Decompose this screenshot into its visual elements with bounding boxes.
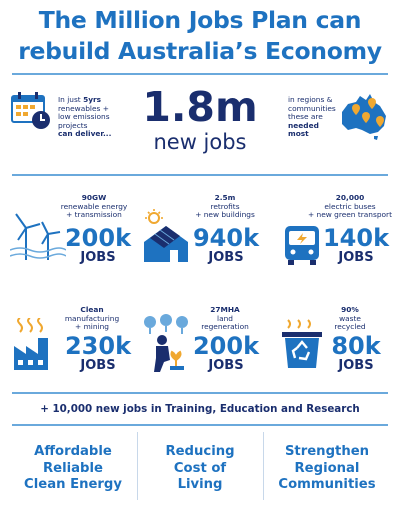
hero-value: 1.8m (142, 83, 258, 131)
hero-right-line-1: in regions & (288, 95, 333, 104)
sector-stat-block (305, 194, 395, 220)
footer-item (141, 444, 259, 494)
sector-stat-block (185, 306, 265, 332)
sector-stat: 27MHA (210, 305, 240, 314)
sector-jobs-value: 940k (192, 224, 260, 252)
sector-stat: 20,000 (335, 193, 365, 202)
sector-desc-1: electric buses (324, 201, 376, 211)
footer-line: Strengthen (284, 444, 370, 459)
footer-item (14, 444, 132, 494)
divider (12, 392, 388, 394)
sector-desc-2: recycled (334, 322, 366, 332)
training-tagline: + 10,000 new jobs in Training, Education and Research (40, 403, 360, 415)
hero-left-line-5: can deliver... (58, 129, 112, 139)
sector-desc-2: + new green transport (307, 210, 392, 220)
sector-jobs-value: 200k (192, 332, 260, 360)
sector-stat: 90% (341, 305, 359, 314)
sector-jobs-value: 230k (64, 332, 132, 360)
hero-left-years: 5yrs (83, 95, 102, 104)
hero-right-line-3: these are (288, 112, 323, 122)
sector-jobs-unit: JOBS (208, 358, 244, 373)
australia-map-icon (338, 90, 392, 142)
sector-desc-2: + new buildings (195, 210, 255, 220)
footer-line: Regional (294, 460, 360, 476)
sector-jobs-unit: JOBS (80, 250, 116, 265)
sector-desc-1: waste (339, 313, 361, 323)
footer-line: Reducing (165, 444, 235, 459)
sector-stat: 90GW (81, 193, 107, 202)
footer-line: Cost of (173, 460, 227, 476)
footer-divider (263, 432, 264, 500)
footer-line: Affordable (34, 444, 112, 459)
sector-desc-2: + mining (75, 322, 109, 332)
factory-icon (10, 318, 60, 372)
sector-jobs-unit: JOBS (338, 358, 374, 373)
sector-desc-1: renewable energy (60, 201, 128, 211)
hero-right-text (288, 96, 338, 139)
title-line-1: The Million Jobs Plan can (38, 6, 362, 34)
sector-jobs-value: 200k (64, 224, 132, 252)
sector-desc-2: regeneration (201, 322, 249, 332)
footer-line: Reliable (43, 460, 103, 476)
tree-planting-icon (140, 314, 192, 374)
divider (12, 73, 388, 75)
sector-jobs-value: 80k (331, 332, 381, 360)
sector-stat-block (185, 194, 265, 220)
hero-left-line-1: In just (58, 95, 81, 104)
sector-stat-block (52, 306, 132, 332)
sector-desc-1: manufacturing (64, 313, 120, 323)
sector-jobs-value: 140k (322, 224, 390, 252)
sector-desc-2: + transmission (66, 210, 122, 220)
title-line-2: rebuild Australia’s Economy (18, 37, 382, 65)
calendar-clock-icon (10, 91, 52, 131)
hero-left-line-3: low emissions (58, 112, 110, 122)
sector-jobs-unit: JOBS (80, 358, 116, 373)
divider (12, 174, 388, 176)
hero-right-line-2: communities (288, 103, 336, 113)
sector-jobs-unit: JOBS (208, 250, 244, 265)
footer-divider (137, 432, 138, 500)
footer-line: Communities (278, 477, 376, 492)
sector-desc-1: retrofits (210, 201, 240, 211)
hero-right-line-5: most (288, 129, 309, 139)
sector-stat-block (315, 306, 385, 332)
footer-line: Living (177, 477, 223, 492)
sector-jobs-unit: JOBS (338, 250, 374, 265)
footer-line: Clean Energy (24, 477, 122, 492)
sector-stat: Clean (80, 305, 104, 314)
hero-label: new jobs (153, 130, 247, 154)
footer-item (268, 444, 386, 494)
hero-left-line-2: renewables + (58, 103, 109, 113)
hero-right-line-4: needed (288, 120, 319, 130)
divider (12, 424, 388, 426)
hero-left-text (58, 96, 128, 139)
sector-stat: 2.5m (214, 193, 236, 202)
hero-left-line-4: projects (58, 120, 88, 130)
sector-desc-1: land (217, 313, 233, 323)
page-title (0, 5, 400, 67)
